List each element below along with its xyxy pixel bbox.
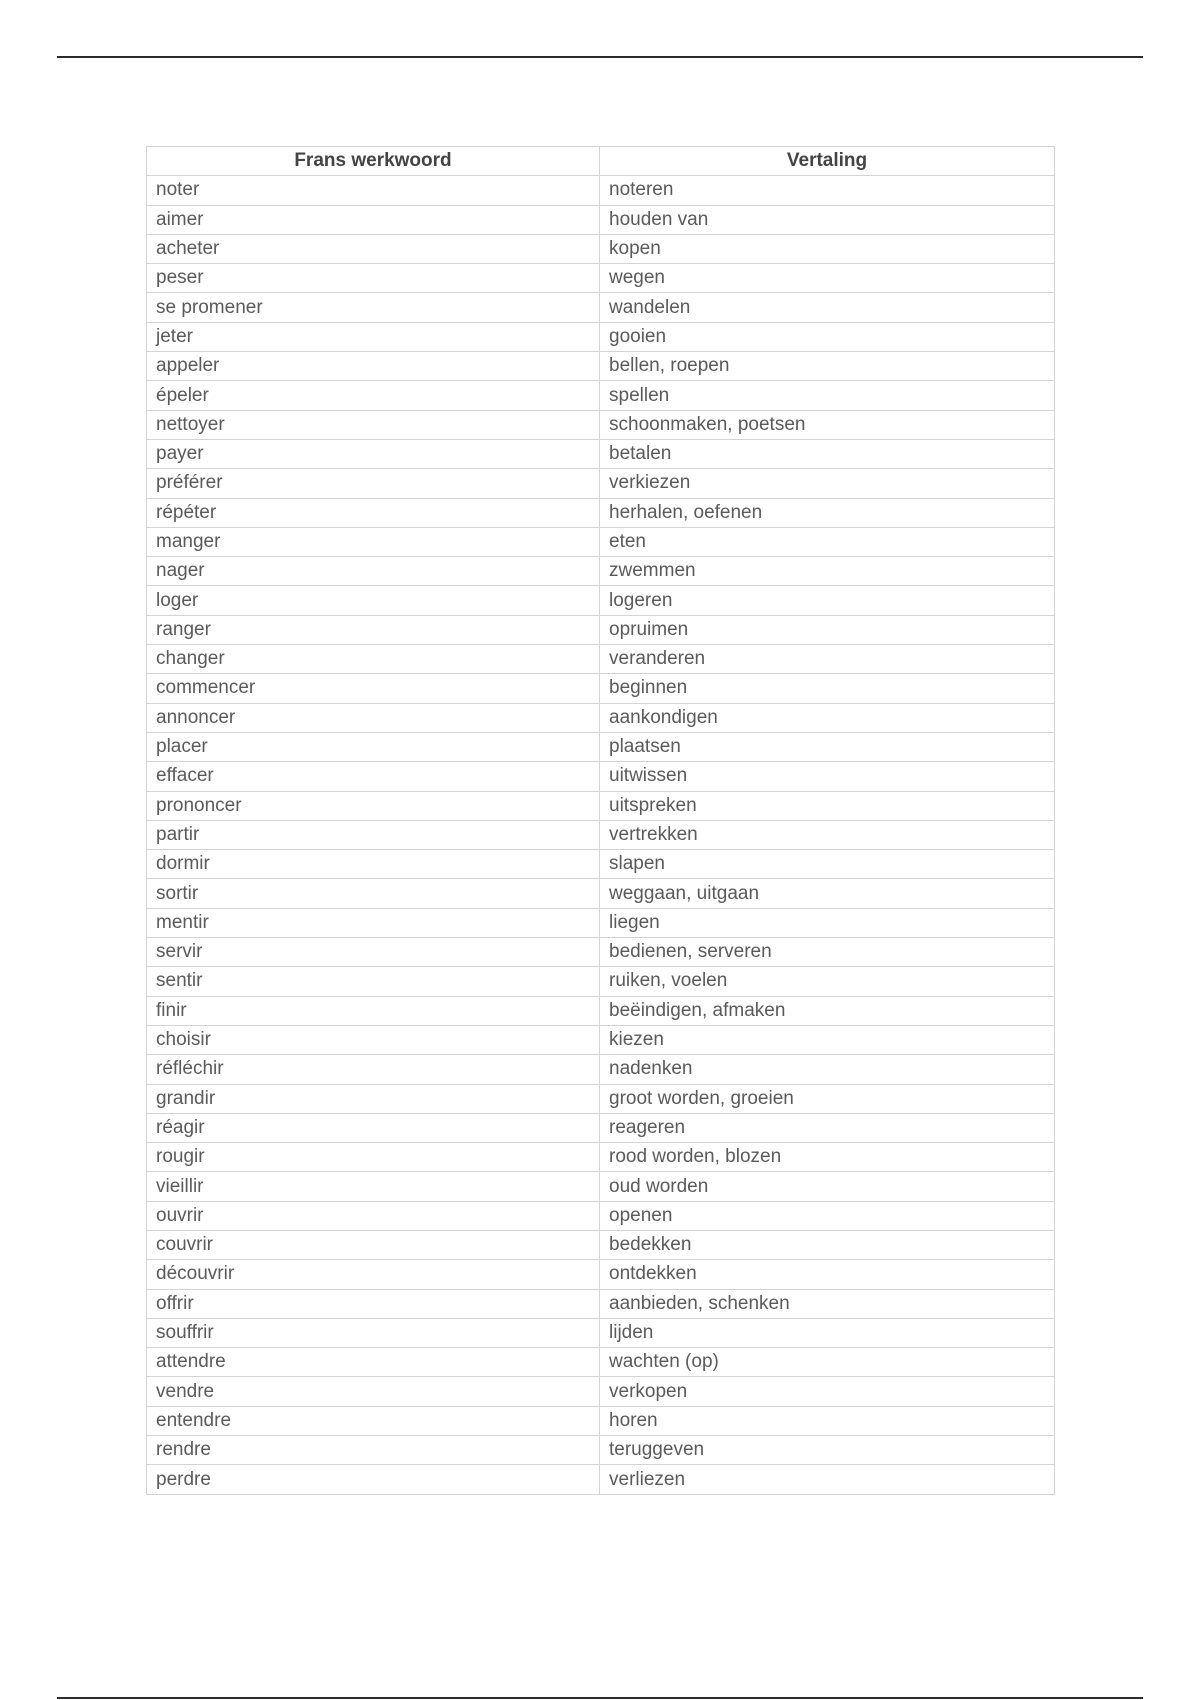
table-row [147,1289,1055,1318]
french-verb-cell: sentir [147,967,600,996]
french-verb-cell: jeter [147,322,600,351]
table-row [147,1055,1055,1084]
table-row [147,498,1055,527]
table-row [147,908,1055,937]
french-verb-cell: entendre [147,1406,600,1435]
table-row [147,381,1055,410]
table-row [147,205,1055,234]
translation-cell: groot worden, groeien [600,1084,1055,1113]
french-verb-cell: se promener [147,293,600,322]
table-row [147,527,1055,556]
column-header-translation: Vertaling [600,147,1055,176]
translation-cell: aanbieden, schenken [600,1289,1055,1318]
translation-cell: ruiken, voelen [600,967,1055,996]
translation-cell: aankondigen [600,703,1055,732]
table-row [147,1377,1055,1406]
french-verb-cell: couvrir [147,1230,600,1259]
table-row [147,410,1055,439]
translation-cell: kopen [600,234,1055,263]
french-verb-cell: effacer [147,762,600,791]
translation-cell: vertrekken [600,820,1055,849]
french-verb-cell: découvrir [147,1260,600,1289]
translation-cell: spellen [600,381,1055,410]
table-row [147,322,1055,351]
translation-cell: bedienen, serveren [600,938,1055,967]
french-verb-cell: choisir [147,1025,600,1054]
translation-cell: gooien [600,322,1055,351]
translation-cell: liegen [600,908,1055,937]
table-row [147,176,1055,205]
french-verb-cell: épeler [147,381,600,410]
table-row [147,264,1055,293]
table-row [147,1201,1055,1230]
french-verb-cell: partir [147,820,600,849]
french-verb-cell: vieillir [147,1172,600,1201]
table-row [147,820,1055,849]
table-row [147,732,1055,761]
french-verb-cell: grandir [147,1084,600,1113]
table-row [147,703,1055,732]
translation-cell: noteren [600,176,1055,205]
translation-cell: uitspreken [600,791,1055,820]
french-verb-cell: souffrir [147,1318,600,1347]
translation-cell: veranderen [600,645,1055,674]
french-verb-cell: dormir [147,850,600,879]
french-verb-cell: ouvrir [147,1201,600,1230]
french-verb-cell: ranger [147,615,600,644]
table-row [147,615,1055,644]
translation-cell: beginnen [600,674,1055,703]
translation-cell: wachten (op) [600,1348,1055,1377]
translation-cell: uitwissen [600,762,1055,791]
translation-cell: verkiezen [600,469,1055,498]
translation-cell: bellen, roepen [600,352,1055,381]
footer-rule [57,1697,1143,1699]
table-row [147,879,1055,908]
table-row [147,850,1055,879]
translation-cell: zwemmen [600,557,1055,586]
table-row [147,352,1055,381]
translation-cell: openen [600,1201,1055,1230]
translation-cell: schoonmaken, poetsen [600,410,1055,439]
translation-cell: wegen [600,264,1055,293]
french-verb-cell: manger [147,527,600,556]
french-verb-cell: prononcer [147,791,600,820]
french-verb-cell: peser [147,264,600,293]
translation-cell: opruimen [600,615,1055,644]
french-verb-cell: vendre [147,1377,600,1406]
translation-cell: eten [600,527,1055,556]
french-verb-cell: finir [147,996,600,1025]
header-rule [57,56,1143,58]
translation-cell: nadenken [600,1055,1055,1084]
translation-cell: bedekken [600,1230,1055,1259]
table-row [147,791,1055,820]
table-row [147,1143,1055,1172]
table-row [147,1318,1055,1347]
french-verb-cell: offrir [147,1289,600,1318]
translation-cell: teruggeven [600,1436,1055,1465]
translation-cell: beëindigen, afmaken [600,996,1055,1025]
table-header-row [147,147,1055,176]
translation-cell: horen [600,1406,1055,1435]
table-row [147,1113,1055,1142]
table-row [147,586,1055,615]
table-row [147,1172,1055,1201]
translation-cell: oud worden [600,1172,1055,1201]
table-row [147,1084,1055,1113]
translation-cell: ontdekken [600,1260,1055,1289]
french-verb-cell: appeler [147,352,600,381]
translation-cell: verliezen [600,1465,1055,1494]
translation-cell: rood worden, blozen [600,1143,1055,1172]
table-row [147,293,1055,322]
table-row [147,938,1055,967]
translation-cell: herhalen, oefenen [600,498,1055,527]
translation-cell: lijden [600,1318,1055,1347]
table-row [147,645,1055,674]
table-row [147,1436,1055,1465]
table-row [147,674,1055,703]
french-verb-cell: annoncer [147,703,600,732]
french-verb-cell: sortir [147,879,600,908]
french-verb-cell: préférer [147,469,600,498]
translation-cell: reageren [600,1113,1055,1142]
translation-cell: plaatsen [600,732,1055,761]
french-verb-cell: noter [147,176,600,205]
french-verb-cell: réagir [147,1113,600,1142]
french-verb-cell: mentir [147,908,600,937]
column-header-french-verb: Frans werkwoord [147,147,600,176]
translation-cell: wandelen [600,293,1055,322]
translation-cell: slapen [600,850,1055,879]
french-verb-cell: rougir [147,1143,600,1172]
french-verb-cell: loger [147,586,600,615]
table-row [147,1348,1055,1377]
table-row [147,469,1055,498]
french-verb-cell: payer [147,439,600,468]
translation-cell: houden van [600,205,1055,234]
translation-cell: betalen [600,439,1055,468]
translation-cell: verkopen [600,1377,1055,1406]
table-row [147,967,1055,996]
table-row [147,557,1055,586]
table-row [147,996,1055,1025]
french-verb-cell: servir [147,938,600,967]
table-row [147,762,1055,791]
table-row [147,234,1055,263]
french-verb-cell: nettoyer [147,410,600,439]
table-row [147,1465,1055,1494]
table-row [147,439,1055,468]
french-verb-cell: rendre [147,1436,600,1465]
table-row [147,1406,1055,1435]
translation-cell: logeren [600,586,1055,615]
french-verb-cell: répéter [147,498,600,527]
french-verb-cell: réfléchir [147,1055,600,1084]
vocabulary-table [146,146,1055,1495]
french-verb-cell: attendre [147,1348,600,1377]
french-verb-cell: aimer [147,205,600,234]
french-verb-cell: commencer [147,674,600,703]
french-verb-cell: acheter [147,234,600,263]
table-body [147,176,1055,1494]
french-verb-cell: placer [147,732,600,761]
translation-cell: kiezen [600,1025,1055,1054]
table-row [147,1230,1055,1259]
translation-cell: weggaan, uitgaan [600,879,1055,908]
french-verb-cell: changer [147,645,600,674]
table-row [147,1025,1055,1054]
french-verb-cell: nager [147,557,600,586]
french-verb-cell: perdre [147,1465,600,1494]
table-row [147,1260,1055,1289]
